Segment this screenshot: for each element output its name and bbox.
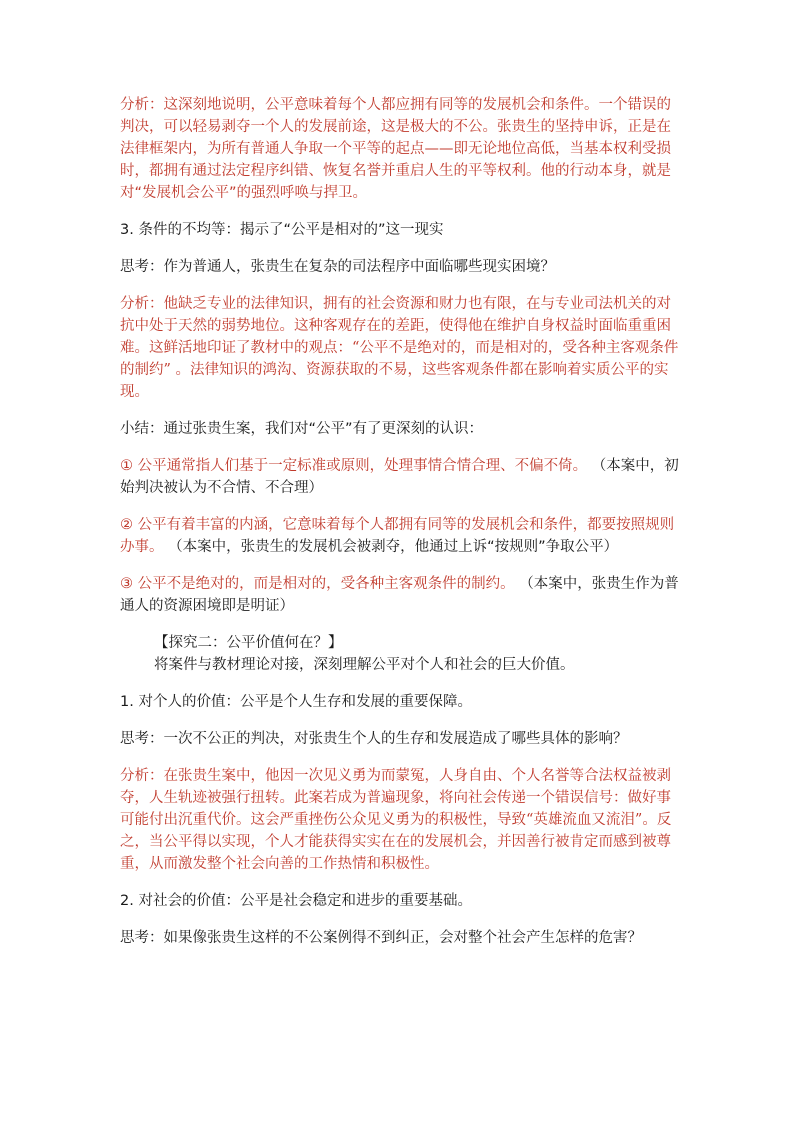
analysis-paragraph-3 [120,765,680,875]
summary-point-2-note: （本案中，张贵生的发展机会被剥夺，他通过上诉“按规则”争取公平） [163,539,619,555]
section-heading-3: 3. 条件的不均等：揭示了“公平是相对的”这一现实 [120,222,444,238]
explore-description: 将案件与教材理论对接，深刻理解公平对个人和社会的巨大价值。 [154,657,575,673]
thinking-question-2: 思考：一次不公正的判决，对张贵生个人的生存和发展造成了哪些具体的影响？ [120,731,628,747]
hero-quote: “英雄流血又流泪” [526,812,643,828]
value-heading-2: 2. 对社会的价值：公平是社会稳定和进步的重要基础。 [120,893,472,909]
summary-point-3-note: （本案中，张贵生作为普通人的资源困境即是明证） [120,576,679,614]
summary-point-3 [120,573,680,617]
thinking-question-3: 思考：如果像张贵生这样的不公案例得不到纠正，会对整个社会产生怎样的危害？ [120,930,642,946]
explore-title: 【探究二：公平价值何在？】 [154,635,343,651]
summary-point-2 [120,514,680,558]
analysis-paragraph-2 [120,293,680,403]
summary-point-1 [120,455,680,499]
thinking-question-1: 思考：作为普通人，张贵生在复杂的司法程序中面临哪些现实困境？ [120,259,555,275]
analysis-3-text-a: 分析：在张贵生案中，他因一次见义勇为而蒙冤，人身自由、个人名誉等合法权益被剥夺，人生轨迹被强行扭转。此案若成为普遍现象，将向社会传递一个错误信号：做好事可能付出沉重代价。这会严重挫伤公众见义勇为的积极性，导致 [120,768,671,828]
analysis-2-text-a: 分析：他缺乏专业的法律知识，拥有的社会资源和财力也有限，在与专业司法机关的对抗中处于天然的弱势地位。这种客观存在的差距，使得他在维护自身权益时面临重重困难。这鲜活地印证了教材中的观点： [120,296,671,356]
value-heading-1: 1. 对个人的价值：公平是个人生存和发展的重要保障。 [120,694,472,710]
summary-intro: 小结：通过张贵生案，我们对“公平”有了更深刻的认识： [120,421,484,437]
summary-point-2-text: ② 公平有着丰富的内涵，它意味着每个人都拥有同等的发展机会和条件，都要按照规则办事。 [120,517,675,555]
summary-point-1-note: （本案中，初始判决被认为不合情、不合理） [120,458,679,496]
document-page [120,94,680,964]
analysis-2-text-b: 。法律知识的鸿沟、资源获取的不易，这些客观条件都在影响着实质公平的实现。 [120,362,669,400]
textbook-quote: “公平不是绝对的，而是相对的，受各种主客观条件的制约” [120,340,679,378]
summary-point-1-text: ① 公平通常指人们基于一定标准或原则，处理事情合情合理、不偏不倚。 [120,458,588,474]
analysis-paragraph-1: 分析：这深刻地说明，公平意味着每个人都应拥有同等的发展机会和条件。一个错误的判决，可以轻易剥夺一个人的发展前途，这是极大的不公。张贵生的坚持申诉，正是在法律框架内，为所有普通人争取一个平等的起点——即无论地位高低，当基本权利受损时，都拥有通过法定程序纠错、恢复名誉并重启人生的平等权利。他的行动本身，就是对“发展机会公平”的强烈呼唤与捍卫。 [120,97,671,201]
summary-point-3-text: ③ 公平不是绝对的，而是相对的，受各种主客观条件的制约。 [120,576,515,592]
analysis-3-text-b: 。反之，当公平得以实现，个人才能获得实实在在的发展机会，并因善行被肯定而感到被尊重，从而激发整个社会向善的工作热情和积极性。 [120,812,672,872]
